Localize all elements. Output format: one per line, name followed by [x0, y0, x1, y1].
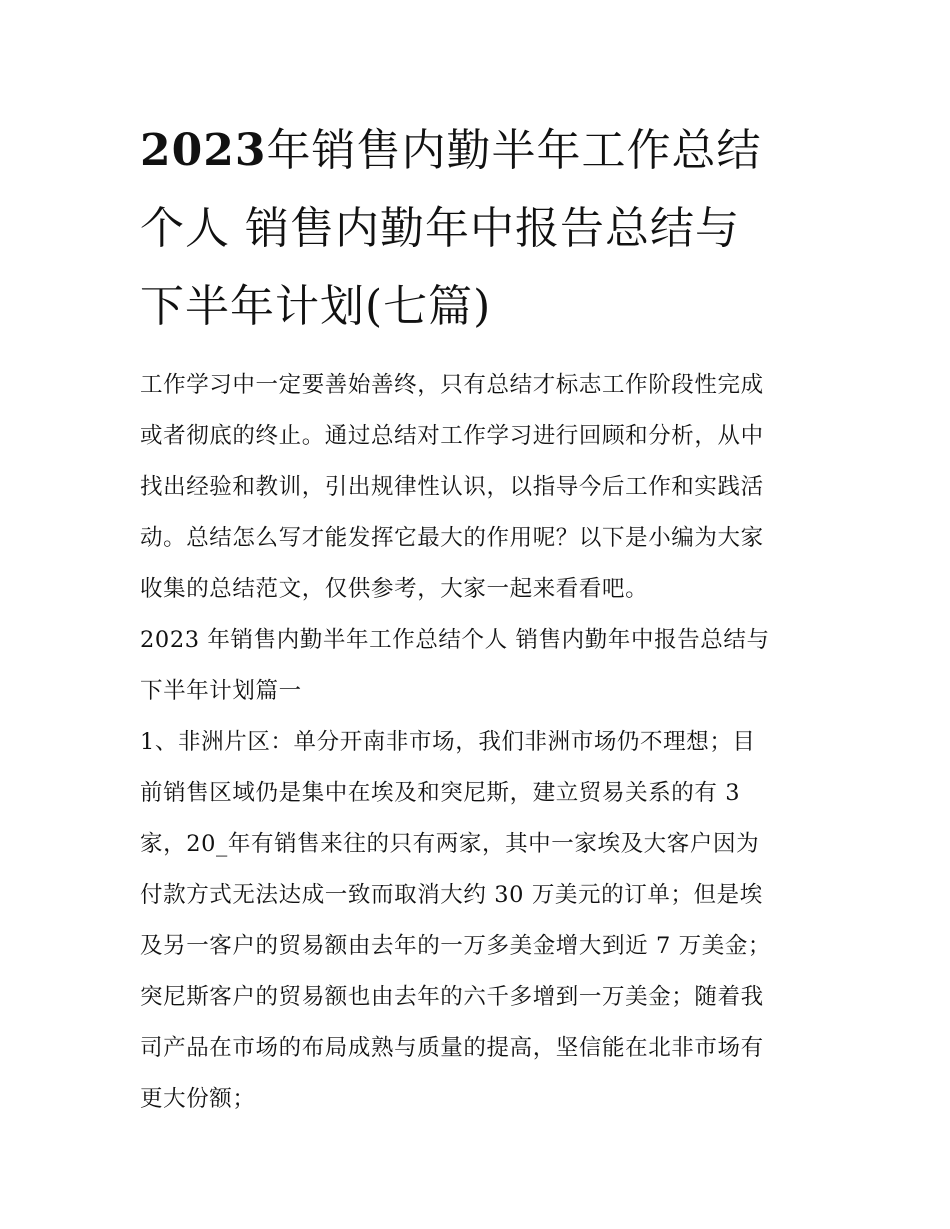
intro-paragraph	[140, 360, 820, 615]
document-body	[140, 360, 820, 1125]
title-line-3: 下半年计划(七篇)	[140, 281, 492, 332]
text-line: 找出经验和教训，引出规律性认识，以指导今后工作和实践活	[140, 474, 764, 500]
text-line: 动。总结怎么写才能发挥它最大的作用呢？以下是小编为大家	[140, 525, 764, 551]
text-line: 或者彻底的终止。通过总结对工作学习进行回顾和分析，从中	[140, 423, 764, 449]
text-line: 下半年计划篇一	[140, 678, 302, 704]
text-line: 及另一客户的贸易额由去年的一万多美金增大到近 7 万美金；	[140, 933, 772, 959]
text-line: 付款方式无法达成一致而取消大约 30 万美元的订单；但是埃	[140, 882, 763, 908]
title-line-1	[140, 112, 820, 190]
text-line: 突尼斯客户的贸易额也由去年的六千多增到一万美金；随着我	[140, 984, 764, 1010]
text-line: 2023 年销售内勤半年工作总结个人 销售内勤年中报告总结与	[140, 627, 770, 653]
text-line: 前销售区域仍是集中在埃及和突尼斯，建立贸易关系的有 3	[140, 780, 741, 806]
text-line: 司产品在市场的布局成熟与质量的提高，坚信能在北非市场有	[140, 1035, 764, 1061]
title-line-2: 个人 销售内勤年中报告总结与	[140, 203, 740, 254]
document-page	[140, 112, 820, 1125]
text-line: 收集的总结范文，仅供参考，大家一起来看看吧。	[140, 576, 649, 602]
text-line: 工作学习中一定要善始善终，只有总结才标志工作阶段性完成	[140, 372, 764, 398]
text-line: 家，20_年有销售来往的只有两家，其中一家埃及大客户因为	[140, 831, 760, 857]
document-title	[140, 112, 820, 346]
title-year: 2023	[140, 125, 267, 176]
text-line: 更大份额；	[140, 1086, 256, 1112]
text-line: 1、非洲片区：单分开南非市场，我们非洲市场仍不理想；目	[140, 729, 756, 755]
section-heading	[140, 615, 820, 717]
section-paragraph	[140, 717, 820, 1125]
title-line-1-rest: 年销售内勤半年工作总结	[266, 125, 762, 176]
